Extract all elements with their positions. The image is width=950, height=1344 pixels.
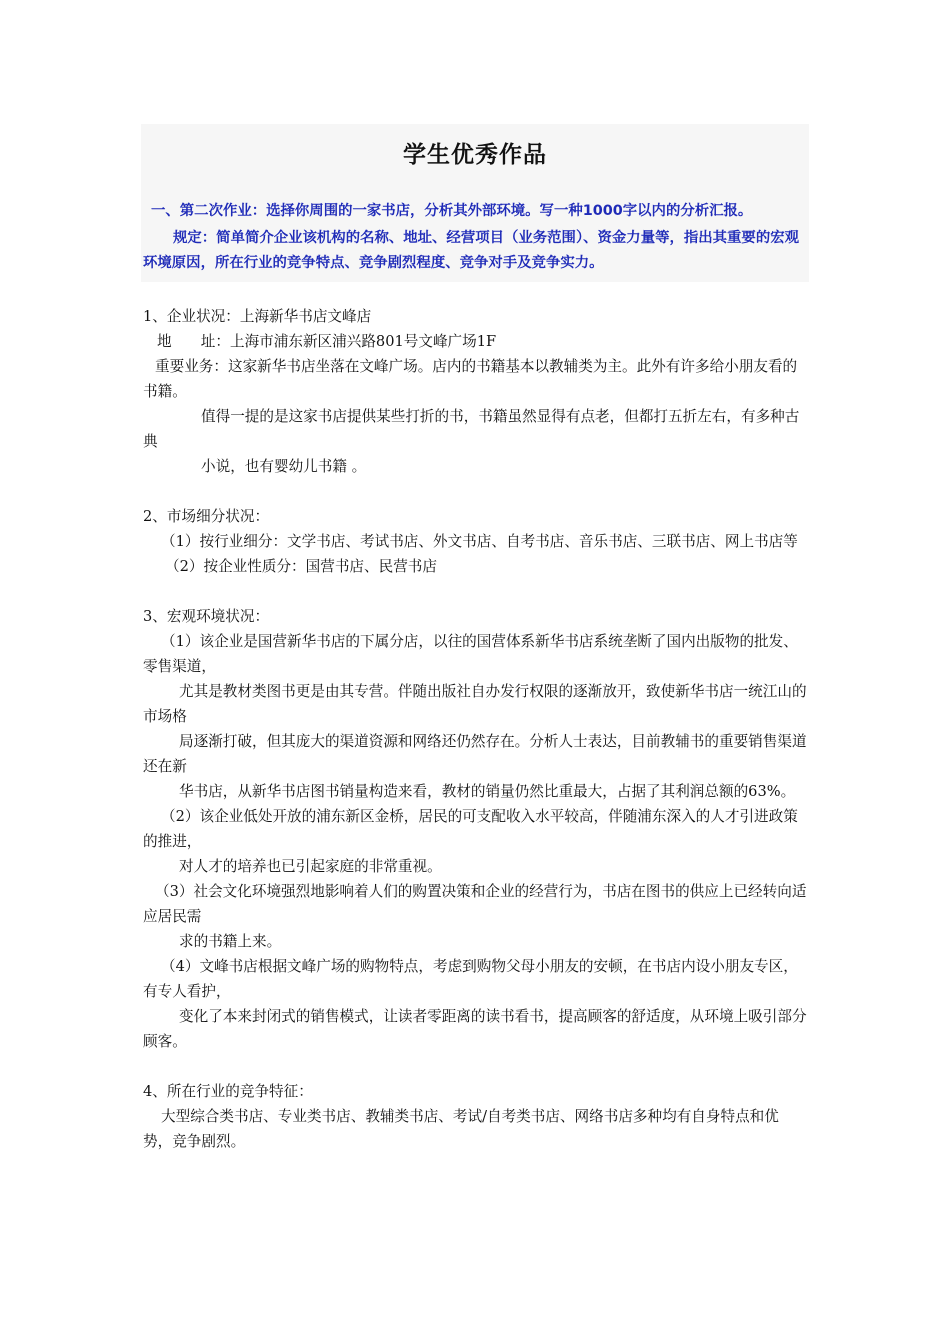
essay-content (143, 304, 807, 1154)
section3-p3-line-b: 求的书籍上来。 (179, 933, 282, 950)
section3-p2-line-a: （2）该企业低处开放的浦东新区金桥，居民的可支配收入水平较高，伴随浦东深入的人才引进政策的推进， (143, 808, 798, 850)
spacer (143, 1054, 807, 1079)
section2-item1: （1）按行业细分：文学书店、考试书店、外文书店、自考书店、音乐书店、三联书店、网上书店等 (161, 533, 798, 550)
spacer (143, 579, 807, 604)
section3-p1-line-c: 局逐渐打破，但其庞大的渠道资源和网络还仍然存在。分析人士表达，目前教辅书的重要销售渠道还在新 (143, 733, 807, 775)
document-body (143, 124, 807, 1154)
section3-p1-line-a: （1）该企业是国营新华书店的下属分店，以往的国营体系新华书店系统垄断了国内出版物的批发、零售渠道， (143, 633, 798, 675)
section1-note-line1: 值得一提的是这家书店提供某些打折的书，书籍虽然显得有点老，但都打五折左右，有多种古典 (143, 408, 800, 450)
assignment-task: 一、第二次作业：选择你周围的一家书店，分析其外部环境。写一种1000字以内的分析汇报。 (151, 203, 753, 219)
section1-business: 重要业务：这家新华书店坐落在文峰广场。店内的书籍基本以教辅类为主。此外有许多给小朋友看的书籍。 (143, 358, 798, 400)
section1-address: 地 址：上海市浦东新区浦兴路801号文峰广场1F (157, 333, 497, 350)
section3-heading: 3、宏观环境状况： (143, 608, 270, 625)
assignment-requirements: 规定：简单简介企业该机构的名称、地址、经营项目（业务范围）、资金力量等，指出其重要的宏观环境原因，所在行业的竞争特点、竞争剧烈程度、竞争对手及竞争实力。 (143, 230, 799, 271)
section2-item2: （2）按企业性质分：国营书店、民营书店 (165, 558, 437, 575)
section3-p1-line-d: 华书店，从新华书店图书销量构造来看，教材的销量仍然比重最大，占据了其利润总额的63%。 (179, 783, 796, 800)
section3-p4-line-b: 变化了本来封闭式的销售模式，让读者零距离的读书看书，提高顾客的舒适度，从环境上吸引部分顾客。 (143, 1008, 807, 1050)
section3-p2-line-b: 对人才的培养也已引起家庭的非常重视。 (179, 858, 442, 875)
section4-heading: 4、所在行业的竞争特征： (143, 1083, 313, 1100)
header-block (141, 124, 809, 282)
section2-heading: 2、市场细分状况： (143, 508, 270, 525)
page-title: 学生优秀作品 (403, 142, 547, 168)
section3-p4-line-a: （4）文峰书店根据文峰广场的购物特点，考虑到购物父母小朋友的安顿，在书店内设小朋友专区，有专人看护， (143, 958, 798, 1000)
spacer (143, 479, 807, 504)
section1-note-line2: 小说，也有婴幼儿书籍 。 (201, 458, 367, 475)
section3-p3-line-a: （3）社会文化环境强烈地影响着人们的购置决策和企业的经营行为，书店在图书的供应上已经转向适应居民需 (143, 883, 807, 925)
section4-text: 大型综合类书店、专业类书店、教辅类书店、考试/自考类书店、网络书店多种均有自身特点和优势，竞争剧烈。 (143, 1108, 779, 1150)
section3-p1-line-b: 尤其是教材类图书更是由其专营。伴随出版社自办发行权限的逐渐放开，致使新华书店一统江山的市场格 (143, 683, 807, 725)
section1-heading: 1、企业状况：上海新华书店文峰店 (143, 308, 372, 325)
